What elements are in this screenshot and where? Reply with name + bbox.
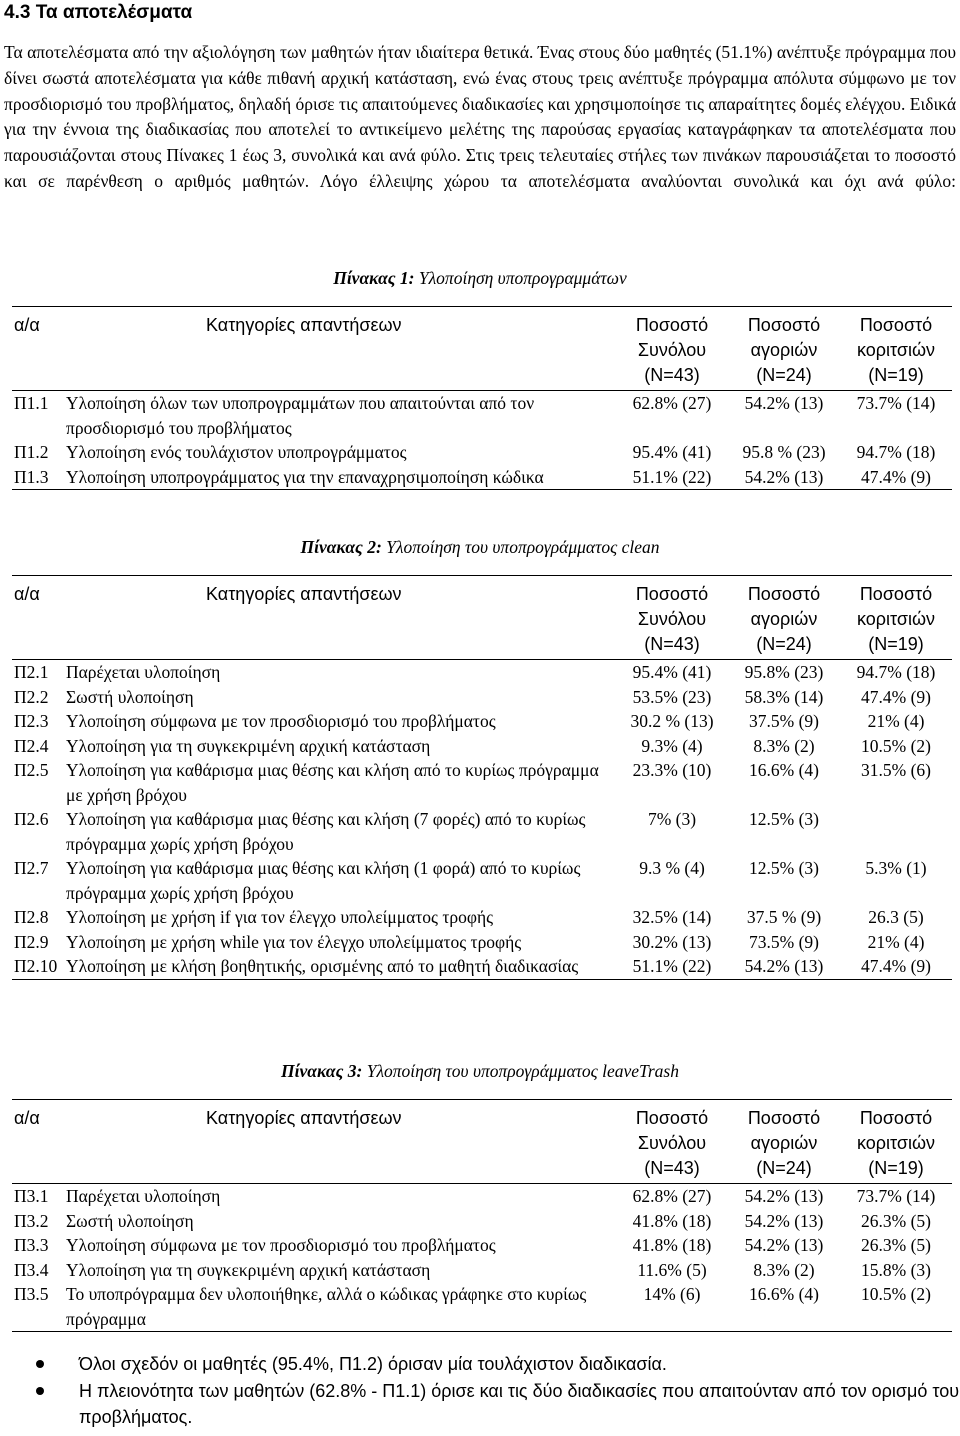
cell-category: Υλοποίηση υποπρογράμματος για την επαναχρησιμοποίηση κώδικα — [66, 466, 544, 487]
cell-id: Π2.2 — [14, 686, 49, 707]
bullet-dot-icon — [36, 1387, 44, 1395]
cell-id: Π2.3 — [14, 711, 49, 731]
header-girls-line: κοριτσιών — [856, 1133, 936, 1153]
header-id — [12, 1100, 66, 1184]
cell-category: Υλοποίηση με κλήση βοηθητικής, ορισμένης από το μαθητή διαδικασίας — [66, 956, 579, 976]
cell-girls: 26.3 (5) — [868, 907, 924, 927]
intro-paragraph-last-line: Λόγο έλλειψης χώρου τα αποτελέσματα αναλύονται συνολικά και όχι ανά φύλο: — [319, 170, 956, 191]
header-boys — [728, 576, 840, 660]
header-id-line: α/α — [14, 315, 40, 335]
cell-boys: 95.8 % (23) — [742, 442, 826, 462]
header-total-line: Ποσοστό — [635, 1108, 709, 1128]
cell-girls: 26.3% (5) — [861, 1210, 931, 1231]
table-row — [12, 1233, 952, 1258]
table-row — [12, 1184, 952, 1209]
cell-boys: 37.5% (9) — [749, 711, 819, 731]
cell-girls — [840, 807, 952, 856]
cell-total: 41.8% (18) — [632, 1210, 712, 1231]
cell-boys: 16.6% (4) — [749, 760, 819, 780]
cell-category: Υλοποίηση σύμφωνα με τον προσδιορισμό του προβλήματος — [66, 711, 496, 731]
summary-bullets — [0, 1351, 960, 1431]
table-body — [12, 391, 952, 490]
cell-category: Υλοποίηση για καθάρισμα μιας θέσης και κλήση (1 φορά) από το κυρίως πρόγραμμα χωρίς χρήση βρόχου — [66, 858, 581, 903]
table-3-caption-number: Πίνακας 3: — [281, 1061, 363, 1081]
cell-id: Π1.2 — [14, 442, 49, 462]
header-total — [616, 307, 728, 391]
cell-total: 11.6% (5) — [637, 1259, 707, 1280]
header-boys-line: (N=24) — [756, 365, 812, 385]
cell-boys: 12.5% (3) — [749, 809, 819, 829]
cell-girls: 10.5% (2) — [861, 735, 931, 756]
table-header-row — [12, 576, 952, 660]
table-body — [12, 660, 952, 980]
header-boys-line: Ποσοστό — [747, 1108, 821, 1128]
header-boys-line: Ποσοστό — [747, 315, 821, 335]
header-category — [66, 1100, 616, 1184]
cell-boys: 54.2% (13) — [744, 1186, 824, 1206]
cell-total: 62.8% (27) — [632, 393, 712, 413]
header-total — [616, 1100, 728, 1184]
header-category-line: Κατηγορίες απαντήσεων — [206, 1108, 402, 1128]
header-boys-line: αγοριών — [750, 1133, 818, 1153]
cell-girls: 47.4% (9) — [861, 686, 931, 707]
cell-boys: 12.5% (3) — [749, 858, 819, 878]
header-total-line: Ποσοστό — [635, 315, 709, 335]
cell-category: Υλοποίηση με χρήση if για τον έλεγχο υπολείμματος τροφής — [66, 907, 494, 927]
table-1-caption — [0, 268, 960, 289]
cell-category: Υλοποίηση όλων των υποπρογραμμάτων που απαιτούνται από τον προσδιορισμό του προβλήματος — [66, 393, 535, 438]
header-category — [66, 307, 616, 391]
cell-category: Υλοποίηση με χρήση while για τον έλεγχο υπολείμματος τροφής — [66, 931, 522, 952]
cell-category: Παρέχεται υλοποίηση — [66, 662, 221, 682]
table-row — [12, 465, 952, 490]
table-1-caption-text: Υλοποίηση υποπρογραμμάτων — [418, 268, 627, 288]
table-3-caption — [0, 1061, 960, 1082]
cell-category: Υλοποίηση για καθάρισμα μιας θέσης και κλήση (7 φορές) από το κυρίως πρόγραμμα χωρίς χρήση βρόχου — [66, 809, 586, 854]
cell-id: Π2.5 — [14, 760, 49, 780]
intro-paragraph — [4, 40, 956, 221]
header-total-line: Συνόλου — [637, 1133, 707, 1153]
cell-boys: 8.3% (2) — [753, 1259, 815, 1280]
header-boys-line: αγοριών — [750, 340, 818, 360]
cell-boys: 16.6% (4) — [749, 1284, 819, 1304]
bullet-text: Όλοι σχεδόν οι μαθητές (95.4%, Π1.2) όρισαν μία τουλάχιστον διαδικασία. — [79, 1354, 667, 1374]
cell-boys: 54.2% (13) — [744, 1235, 824, 1255]
header-id — [12, 307, 66, 391]
cell-id: Π1.3 — [14, 466, 49, 487]
cell-boys: 73.5% (9) — [749, 931, 819, 952]
cell-boys: 8.3% (2) — [753, 735, 815, 756]
cell-boys: 54.2% (13) — [744, 956, 824, 976]
cell-boys: 95.8% (23) — [744, 662, 824, 682]
table-2-caption-text: Υλοποίηση του υποπρογράμματος clean — [386, 537, 660, 557]
cell-girls: 47.4% (9) — [861, 466, 931, 487]
header-total-line: (N=43) — [644, 365, 700, 385]
table-header-row — [12, 307, 952, 391]
cell-girls: 94.7% (18) — [856, 442, 936, 462]
cell-total: 9.3 % (4) — [639, 858, 705, 878]
header-boys-line: αγοριών — [750, 609, 818, 629]
table-body — [12, 1184, 952, 1332]
cell-category: Υλοποίηση για τη συγκεκριμένη αρχική κατάσταση — [66, 1259, 431, 1280]
header-girls — [840, 307, 952, 391]
cell-boys: 54.2% (13) — [744, 393, 824, 413]
table-row — [12, 1282, 952, 1332]
cell-total: 32.5% (14) — [632, 907, 712, 927]
cell-category: Υλοποίηση για καθάρισμα μιας θέσης και κλήση από το κυρίως πρόγραμμα με χρήση βρόχου — [66, 760, 599, 805]
header-girls-line: (N=19) — [868, 634, 924, 654]
cell-boys: 58.3% (14) — [744, 686, 824, 707]
table-row — [12, 856, 952, 905]
cell-id: Π2.10 — [14, 956, 58, 976]
header-category — [66, 576, 616, 660]
cell-total: 41.8% (18) — [632, 1235, 712, 1255]
cell-id: Π2.7 — [14, 858, 49, 878]
header-total-line: Συνόλου — [637, 340, 707, 360]
bullet-dot-icon — [36, 1360, 44, 1368]
cell-girls: 21% (4) — [867, 711, 925, 731]
header-id — [12, 576, 66, 660]
header-girls-line: κοριτσιών — [856, 609, 936, 629]
cell-girls: 26.3% (5) — [861, 1235, 931, 1255]
bullet-item — [0, 1351, 960, 1377]
table-1 — [12, 306, 952, 490]
section-heading: 4.3 Τα αποτελέσματα — [4, 2, 193, 23]
cell-id: Π3.4 — [14, 1259, 49, 1280]
cell-id: Π2.8 — [14, 907, 49, 927]
bullet-text: Η πλειονότητα των μαθητών (62.8% - Π1.1) όρισε και τις δύο διαδικασίες που απαιτούνταν από τον ορισμό του προβλήματος. — [79, 1381, 960, 1427]
cell-total: 62.8% (27) — [632, 1186, 712, 1206]
cell-girls: 5.3% (1) — [865, 858, 927, 878]
header-girls-line: Ποσοστό — [859, 1108, 933, 1128]
table-row — [12, 1209, 952, 1234]
cell-girls: 31.5% (6) — [861, 760, 931, 780]
table-3-caption-text: Υλοποίηση του υποπρογράμματος leaveTrash — [366, 1061, 679, 1081]
cell-category: Υλοποίηση ενός τουλάχιστον υποπρογράμματος — [66, 442, 407, 462]
bullet-item — [0, 1378, 960, 1430]
header-boys — [728, 307, 840, 391]
table-row — [12, 709, 952, 734]
table-header-row — [12, 1100, 952, 1184]
header-total-line: (N=43) — [644, 634, 700, 654]
cell-boys: 54.2% (13) — [744, 1210, 824, 1231]
header-girls-line: (N=19) — [868, 365, 924, 385]
cell-category: Σωστή υλοποίηση — [66, 686, 194, 707]
cell-category: Το υποπρόγραμμα δεν υλοποιήθηκε, αλλά ο κώδικας γράφηκε στο κυρίως πρόγραμμα — [66, 1284, 587, 1329]
header-total-line: Ποσοστό — [635, 584, 709, 604]
header-boys-line: (N=24) — [756, 634, 812, 654]
cell-girls: 47.4% (9) — [861, 956, 931, 976]
table-2 — [12, 575, 952, 980]
cell-girls: 10.5% (2) — [861, 1284, 931, 1304]
header-girls-line: Ποσοστό — [859, 315, 933, 335]
cell-total: 95.4% (41) — [632, 662, 712, 682]
cell-id: Π2.6 — [14, 809, 49, 829]
table-row — [12, 954, 952, 979]
cell-girls: 73.7% (14) — [856, 1186, 936, 1206]
header-id-line: α/α — [14, 1108, 40, 1128]
cell-girls: 73.7% (14) — [856, 393, 936, 413]
table-row — [12, 905, 952, 930]
header-id-line: α/α — [14, 584, 40, 604]
table-row — [12, 807, 952, 856]
table-3 — [12, 1099, 952, 1332]
table-row — [12, 930, 952, 955]
header-total — [616, 576, 728, 660]
cell-girls: 15.8% (3) — [861, 1259, 931, 1280]
cell-id: Π3.3 — [14, 1235, 49, 1255]
table-row — [12, 734, 952, 759]
table-2-caption — [0, 537, 960, 558]
cell-id: Π2.1 — [14, 662, 49, 682]
table-row — [12, 440, 952, 465]
header-girls — [840, 576, 952, 660]
header-category-line: Κατηγορίες απαντήσεων — [206, 584, 402, 604]
header-girls-line: κοριτσιών — [856, 340, 936, 360]
table-row — [12, 1258, 952, 1283]
cell-total: 14% (6) — [643, 1284, 701, 1304]
cell-boys: 54.2% (13) — [744, 466, 824, 487]
cell-total: 30.2% (13) — [632, 931, 712, 952]
header-boys — [728, 1100, 840, 1184]
cell-id: Π2.4 — [14, 735, 49, 756]
cell-category: Υλοποίηση σύμφωνα με τον προσδιορισμό του προβλήματος — [66, 1235, 496, 1255]
cell-id: Π3.5 — [14, 1284, 49, 1304]
cell-category: Παρέχεται υλοποίηση — [66, 1186, 221, 1206]
cell-total: 30.2 % (13) — [630, 711, 714, 731]
intro-paragraph-text: Τα αποτελέσματα από την αξιολόγηση των μαθητών ήταν ιδιαίτερα θετικά. Ένας στους δύο μαθητές (51.1%) ανέπτυξε πρόγραμμα που δίνει σωστά αποτελέσματα για κάθε πιθανή αρχική κατάσταση, ενώ ένας στους τρεις ανέπτυξε πρόγραμμα απόλυτα σύμφωνο με τον προσδιορισμό του προβλήματος, δηλαδή όρισε τις απαιτούμενες διαδικασίες και χρησιμοποίησε τις απαραίτητες δομές ελέγχου. Ειδικά για την έννοια της διαδικασίας που αποτελεί το αντικείμενο μελέτης της παρούσας εργασίας καταγράφηκαν τα αποτελέσματα που παρουσιάζονται στους Πίνακες 1 έως 3, συνολικά και ανά φύλο. Στις τρεις τελευταίες στήλες των πινάκων παρουσιάζεται το ποσοστό και σε παρένθεση ο αριθμός μαθητών. — [4, 42, 956, 191]
cell-id: Π1.1 — [14, 393, 49, 413]
cell-category: Σωστή υλοποίηση — [66, 1210, 194, 1231]
table-row — [12, 758, 952, 807]
table-row — [12, 391, 952, 441]
header-girls — [840, 1100, 952, 1184]
cell-girls: 94.7% (18) — [856, 662, 936, 682]
header-boys-line: (N=24) — [756, 1158, 812, 1178]
cell-id: Π3.1 — [14, 1186, 49, 1206]
header-total-line: (N=43) — [644, 1158, 700, 1178]
header-girls-line: Ποσοστό — [859, 584, 933, 604]
table-row — [12, 660, 952, 685]
cell-total: 53.5% (23) — [632, 686, 712, 707]
cell-total: 51.1% (22) — [632, 466, 712, 487]
header-category-line: Κατηγορίες απαντήσεων — [206, 315, 402, 335]
cell-girls: 21% (4) — [867, 931, 925, 952]
header-total-line: Συνόλου — [637, 609, 707, 629]
table-2-caption-number: Πίνακας 2: — [300, 537, 382, 557]
cell-total: 51.1% (22) — [632, 956, 712, 976]
header-girls-line: (N=19) — [868, 1158, 924, 1178]
cell-total: 7% (3) — [647, 809, 697, 829]
cell-category: Υλοποίηση για τη συγκεκριμένη αρχική κατάσταση — [66, 735, 431, 756]
cell-boys: 37.5 % (9) — [746, 907, 822, 927]
cell-id: Π3.2 — [14, 1210, 49, 1231]
cell-total: 9.3% (4) — [641, 735, 703, 756]
cell-id: Π2.9 — [14, 931, 49, 952]
table-row — [12, 685, 952, 710]
cell-total: 95.4% (41) — [632, 442, 712, 462]
cell-total: 23.3% (10) — [632, 760, 712, 780]
header-boys-line: Ποσοστό — [747, 584, 821, 604]
table-1-caption-number: Πίνακας 1: — [333, 268, 415, 288]
